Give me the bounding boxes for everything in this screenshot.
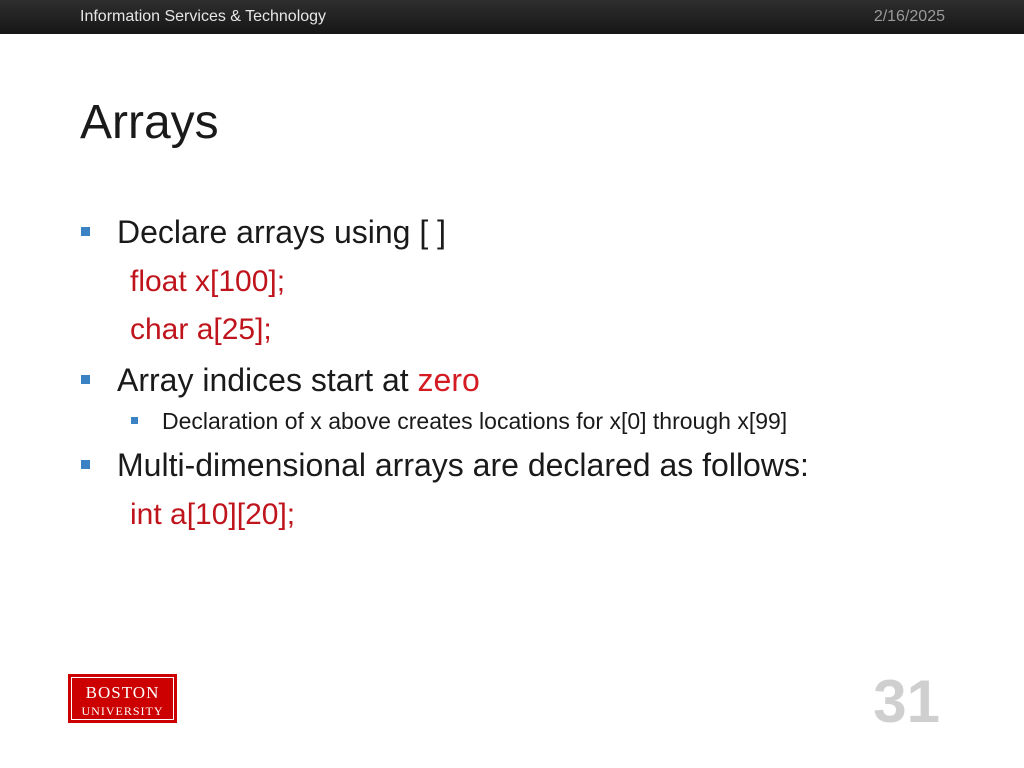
logo-border [71, 677, 174, 720]
code-line: char a[25]; [130, 313, 272, 346]
slide-title: Arrays [80, 96, 219, 149]
square-bullet-icon [131, 417, 138, 424]
code-line: int a[10][20]; [130, 498, 296, 531]
bullet-text: Declare arrays using [ ] [117, 214, 447, 250]
header-organization: Information Services & Technology [80, 8, 327, 25]
bullet-text: Multi-dimensional arrays are declared as follows: [117, 447, 809, 483]
header-date: 2/16/2025 [873, 8, 945, 25]
code-line: float x[100]; [130, 265, 286, 298]
bullet-text-plain: Array indices start at [117, 362, 418, 398]
square-bullet-icon [81, 227, 90, 236]
boston-university-logo [68, 674, 177, 723]
square-bullet-icon [81, 375, 90, 384]
header-bar [0, 0, 1024, 34]
sub-bullet-text: Declaration of x above creates locations for x[0] through x[99] [162, 408, 788, 434]
bullet-text [117, 361, 480, 399]
highlight-word: zero [417, 362, 480, 398]
square-bullet-icon [81, 460, 90, 469]
logo-line2: UNIVERSITY [81, 704, 164, 718]
page-number: 31 [873, 668, 940, 735]
logo-line1: BOSTON [85, 683, 160, 702]
